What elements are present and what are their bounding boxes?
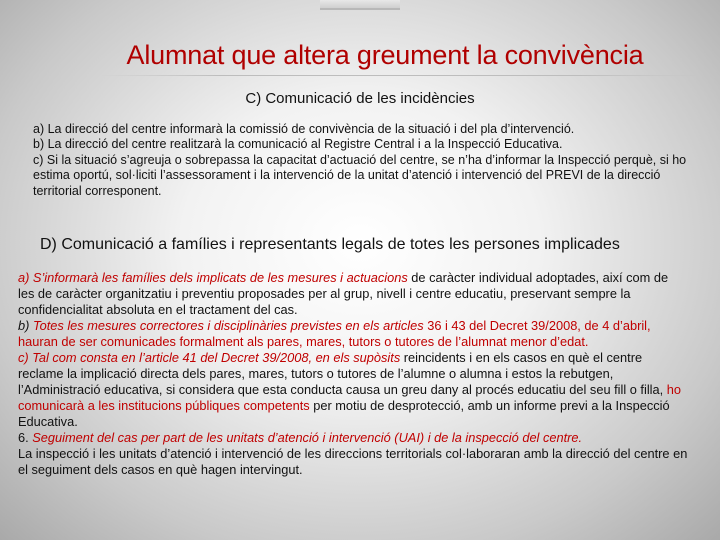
section-c-item-c: c) Si la situació s’agreuja o sobrepassa la capacitat d’actuació del centre, se n’ha d’informar la Inspecció perquè, si ho estima oportú, sol·liciti l’assessorament i la intervenció de la unitat d’atenció i intervenció del PREVI de la direcció territorial corresponent. [33, 152, 687, 198]
section-d-body [18, 270, 688, 478]
section-d-item-b-highlight: Totes les mesures correctores i disciplinàries previstes en els articles [32, 318, 424, 333]
section-c-body [33, 122, 703, 199]
section-d-item-b [18, 318, 688, 350]
slide-title: Alumnat que altera greument la convivència [126, 40, 644, 70]
section-c-heading: C) Comunicació de les incidències [245, 90, 475, 107]
section-d-item-6-prefix: 6. [18, 430, 33, 445]
section-d-item-c-end: per motiu de desprotecció, amb un informe previ a la Inspecció Educativa. [18, 398, 670, 429]
section-c-item-a: a) La direcció del centre informarà la comissió de convivència de la situació i del pla d’intervenció. [33, 122, 575, 136]
section-d-item-6-highlight: Seguiment del cas per part de les unitats d’atenció i intervenció (UAI) i de la inspecció del centre. [32, 430, 583, 445]
section-d-item-b-text: 36 i 43 del Decret 39/2008, de 4 d’abril, hauran de ser comunicades formalment als pares, mares, tutors o tutores de l’alumnat menor d’edat. [18, 318, 651, 349]
section-d-item-a-text: de caràcter individual adoptades, així com de les de caràcter organitzatiu i preventiu proposades per al grup, nivell i centre educatiu, preservant sempre la confidencialitat absoluta en el tractament del cas. [18, 270, 669, 317]
section-d-item-6 [18, 430, 688, 446]
title-divider [100, 75, 700, 76]
section-d-item-7: La inspecció i les unitats d’atenció i intervenció de les direccions territorials col·laboraran amb la direcció del centre en el seguiment dels casos en què hagen intervingut. [18, 446, 688, 477]
section-d-item-a [18, 270, 688, 318]
top-decoration-tab [320, 0, 400, 10]
section-d-item-c-highlight: c) Tal com consta en l’article 41 del Decret 39/2008, en els supòsits [18, 350, 401, 365]
section-d-heading: D) Comunicació a famílies i representants legals de totes les persones implicades [40, 236, 620, 253]
section-d-item-b-prefix: b) [18, 318, 33, 333]
section-d-item-c [18, 350, 688, 430]
section-d-item-c-highlight-2: ho comunicarà a les institucions públiques competents [18, 382, 681, 413]
section-c-item-b: b) La direcció del centre realitzarà la comunicació al Registre Central i a la Inspecció Educativa. [33, 137, 563, 152]
section-d-item-c-text: reincidents i en els casos en què el centre reclame la implicació directa dels pares, mares, tutors o tutores de l’alumne o alumna i estos la rebutgen, l’Administració educativa, si considera que esta conducta causa un greu dany al procés educatiu del seu fill o filla, [18, 350, 667, 397]
section-d-item-a-highlight: a) S’informarà les famílies dels implicats de les mesures i actuacions [18, 270, 408, 285]
